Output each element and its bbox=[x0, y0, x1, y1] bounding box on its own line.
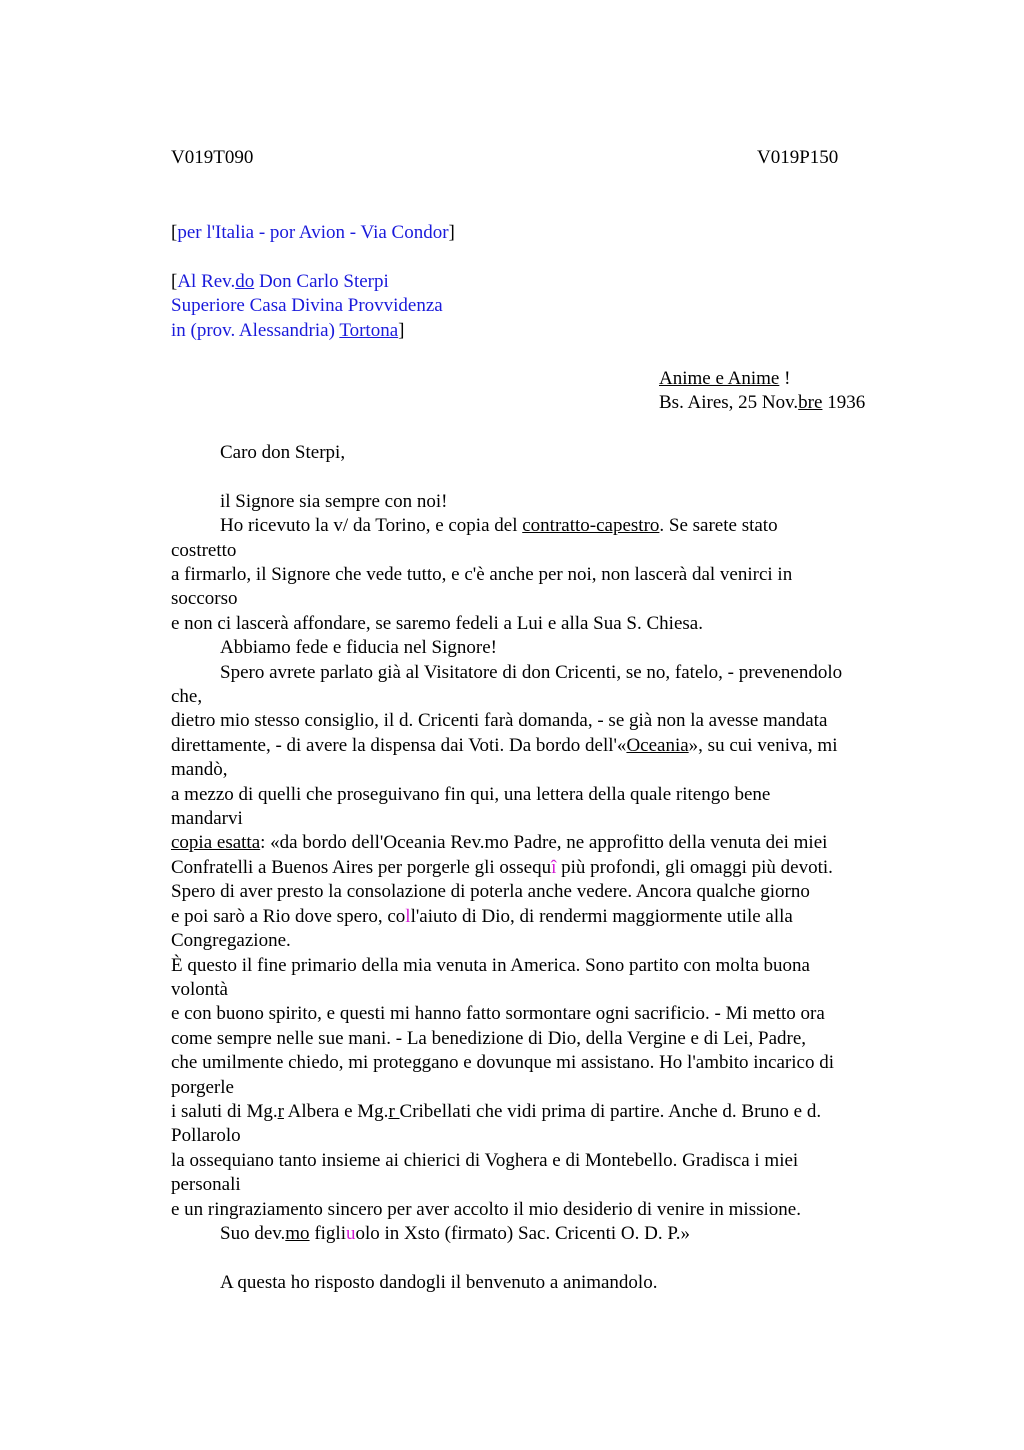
quote-line: la ossequiano tanto insieme ai chierici di Voghera e di Montebello. Gradisca i miei bbox=[171, 1149, 799, 1171]
paragraph-line: Ho ricevuto la v/ da Torino, e copia del contratto-capestro. Se sarete stato bbox=[220, 515, 778, 537]
paragraph-line: soccorso bbox=[171, 588, 238, 610]
quote-line: personali bbox=[171, 1174, 241, 1196]
paragraph: A questa ho risposto dandogli il benvenuto a animandolo. bbox=[220, 1271, 658, 1293]
paragraph-line: Spero avrete parlato già al Visitatore di don Cricenti, se no, fatelo, - prevenendolo bbox=[220, 661, 843, 683]
paragraph: il Signore sia sempre con noi! bbox=[220, 490, 448, 512]
paragraph-line: e non ci lascerà affondare, se saremo fedeli a Lui e alla Sua S. Chiesa. bbox=[171, 612, 703, 634]
quote-line: come sempre nelle sue mani. - La benedizione di Dio, della Vergine e di Lei, Padre, bbox=[171, 1027, 807, 1049]
paragraph-line: mandò, bbox=[171, 759, 228, 781]
archive-ref-left: V019T090 bbox=[171, 147, 254, 168]
quote-line: volontà bbox=[171, 978, 228, 1000]
dateline bbox=[659, 367, 919, 416]
date: Bs. Aires, 25 Nov.bre 1936 bbox=[659, 392, 866, 414]
paragraph-line: a mezzo di quelli che proseguivano fin qui, una lettera della quale ritengo bene bbox=[171, 783, 771, 805]
paragraph-line: a firmarlo, il Signore che vede tutto, e c'è anche per noi, non lascerà dal venirci in bbox=[171, 564, 793, 586]
address-line-3: in (prov. Alessandria) Tortona] bbox=[171, 319, 405, 341]
paragraph-line: dietro mio stesso consiglio, il d. Cricenti farà domanda, - se già non la avesse mandata bbox=[171, 710, 828, 732]
envelope-note: [per l'Italia - por Avion - Via Condor] bbox=[171, 222, 455, 243]
quote-line: Pollarolo bbox=[171, 1125, 241, 1147]
paragraph-line: che, bbox=[171, 686, 203, 708]
quote-line: e con buono spirito, e questi mi hanno fatto sormontare ogni sacrificio. - Mi metto ora bbox=[171, 1003, 825, 1025]
paragraph: Abbiamo fede e fiducia nel Signore! bbox=[220, 637, 497, 659]
motto: Anime e Anime ! bbox=[659, 368, 791, 389]
archive-ref-right: V019P150 bbox=[757, 147, 839, 168]
quote-line: porgerle bbox=[171, 1076, 234, 1098]
quote-line: che umilmente chiedo, mi proteggano e dovunque mi assistano. Ho l'ambito incarico di bbox=[171, 1052, 834, 1074]
address-line-1: [Al Rev.do Don Carlo Sterpi bbox=[171, 271, 389, 292]
recipient-address bbox=[171, 270, 891, 343]
quote-line: Confratelli a Buenos Aires per porgerle gli ossequî più profondi, gli omaggi più devoti. bbox=[171, 856, 833, 878]
envelope-text: per l'Italia - por Avion - Via Condor bbox=[177, 222, 449, 243]
paragraph-line: costretto bbox=[171, 539, 237, 561]
quote-line: copia esatta: «da bordo dell'Oceania Rev.mo Padre, ne approfitto della venuta dei miei bbox=[171, 832, 828, 854]
quote-line: i saluti di Mg.r Albera e Mg.r Cribellati che vidi prima di partire. Anche d. Bruno e d. bbox=[171, 1100, 822, 1122]
salutation: Caro don Sterpi, bbox=[220, 442, 346, 463]
quote-line: e poi sarò a Rio dove spero, coll'aiuto di Dio, di rendermi maggiormente utile alla bbox=[171, 905, 793, 927]
paragraph-line: mandarvi bbox=[171, 808, 243, 830]
quote-line: e un ringraziamento sincero per aver accolto il mio desiderio di venire in missione. bbox=[171, 1198, 801, 1220]
quote-line: Spero di aver presto la consolazione di poterla anche vedere. Ancora qualche giorno bbox=[171, 881, 810, 903]
letter-body bbox=[171, 441, 899, 1295]
paragraph-line: direttamente, - di avere la dispensa dai Voti. Da bordo dell'«Oceania», su cui veniva, mi bbox=[171, 734, 838, 756]
quote-line: È questo il fine primario della mia venuta in America. Sono partito con molta buona bbox=[171, 954, 810, 976]
address-line-2: Superiore Casa Divina Provvidenza bbox=[171, 295, 443, 317]
quote-signature: Suo dev.mo figliuolo in Xsto (firmato) Sac. Cricenti O. D. P.» bbox=[220, 1222, 691, 1244]
quote-line: Congregazione. bbox=[171, 930, 291, 952]
